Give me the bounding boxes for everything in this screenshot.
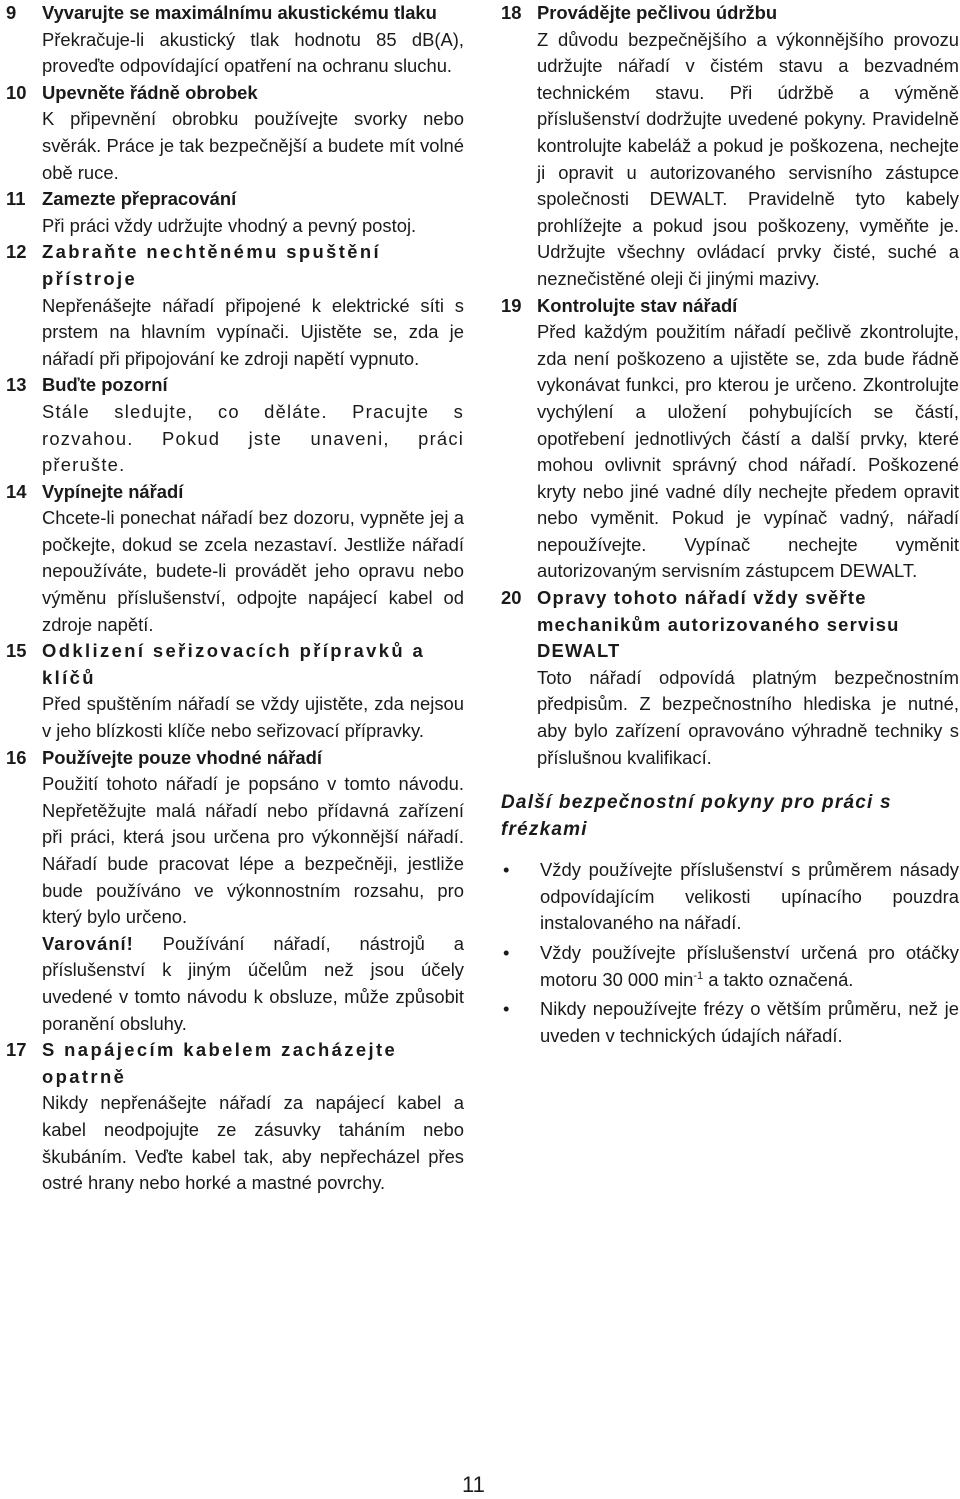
item-title: Buďte pozorní: [42, 374, 168, 396]
item-text: Nepřenášejte nářadí připojené k elektrické síti s prstem na hlavním vypínači. Ujistěte se, zda je nářadí při připojování ke zdroji napětí vypnuto.: [42, 294, 464, 369]
item-number: 20: [501, 587, 522, 609]
item-title: Používejte pouze vhodné nářadí: [42, 746, 322, 768]
item-title: Provádějte pečlivou údržbu: [537, 2, 778, 23]
item-title: Kontrolujte stav nářadí: [537, 294, 738, 316]
bullet-item: [501, 940, 959, 993]
list-item: [6, 638, 464, 744]
right-column: [501, 0, 959, 1052]
item-title: Upevněte řádně obrobek: [42, 81, 258, 103]
warning-label: Varování!: [42, 932, 134, 954]
page-number: 11: [462, 1472, 485, 1497]
item-title: Odklizení seřizovacích přípravků a klíčů: [42, 640, 426, 688]
list-item: [6, 745, 464, 1038]
left-column: [6, 0, 464, 1197]
bullet-icon: •: [503, 859, 510, 881]
item-number: 10: [6, 81, 27, 103]
item-number: 14: [6, 480, 27, 502]
list-item: [6, 1037, 464, 1197]
item-text: Použití tohoto nářadí je popsáno v tomto návodu. Nepřetěžujte malá nářadí nebo přídavná zařízení při práci, která jsou určena pro výkonnější nářadí. Nářadí bude pracovat lépe a bezpečněji, jestliže bude používáno ve výkonnostním rozsahu, pro který bylo určeno.: [42, 773, 464, 928]
list-item: [501, 293, 959, 586]
item-number: 15: [6, 640, 27, 662]
superscript: -1: [693, 969, 704, 982]
item-title: Zabraňte nechtěnému spuštění přístroje: [42, 241, 382, 289]
bullet-text: Vždy používejte příslušenství s průměrem násady odpovídajícím velikosti upínacího pouzdra instalovaného na nářadí.: [540, 859, 959, 934]
item-text: Stále sledujte, co děláte. Pracujte s rozvahou. Pokud jste unaveni, práci přerušte.: [42, 400, 464, 476]
item-number: 9: [6, 2, 17, 23]
item-text: Překračuje-li akustický tlak hodnotu 85 dB(A), proveďte odpovídající opatření na ochranu sluchu.: [42, 28, 464, 77]
item-number: 19: [501, 294, 522, 316]
bullet-icon: •: [503, 998, 510, 1020]
item-number: 11: [6, 188, 26, 210]
section-heading: Další bezpečnostní pokyny pro práci s frézkami: [501, 792, 892, 841]
bullet-text: Nikdy nepoužívejte frézy o větším průměru, než je uveden v technických údajích nářadí.: [540, 998, 959, 1046]
list-item: [6, 186, 464, 239]
item-text: K připevnění obrobku používejte svorky nebo svěrák. Práce je tak bezpečnější a budete mít volné obě ruce.: [42, 108, 464, 183]
bullet-list: [501, 857, 959, 1049]
item-text: Chcete-li ponechat nářadí bez dozoru, vypněte jej a počkejte, dokud se zcela nezastaví. Jestliže nářadí nepoužíváte, budete-li provádět jeho opravu nebo výměnu příslušenství, odpojte napájecí kabel od zdroje napětí.: [42, 507, 464, 635]
bullet-text-end: a takto označená.: [703, 968, 854, 990]
item-title: Vypínejte nářadí: [42, 480, 184, 502]
item-text: Při práci vždy udržujte vhodný a pevný postoj.: [42, 214, 417, 236]
item-text: Z důvodu bezpečnějšího a výkonnějšího provozu udržujte nářadí v čistém stavu a bezvadném technickém stavu. Při údržbě a výměně příslušenství dodržujte uvedené pokyny. Pravidelně kontrolujte kabeláž a pokud je poškozena, nechejte ji opravit u autorizovaného servisního zástupce společnosti DEWALT. Pravidelně tyto kabely prohlížejte a pokud jsou poškozeny, vyměňte je. Udržujte všechny ovládací prvky čisté, suché a neznečistěné oleji či jinými mazivy.: [537, 28, 959, 289]
item-text: Toto nářadí odpovídá platným bezpečnostním předpisům. Z bezpečnostního hlediska je nutné, aby bylo zařízení opravováno výhradně techniky s příslušnou kvalifikací.: [537, 666, 959, 768]
list-item: [6, 372, 464, 478]
item-title: Vyvarujte se maximálnímu akustickému tlaku: [42, 2, 437, 23]
item-text: Nikdy nepřenášejte nářadí za napájecí kabel a kabel neodpojujte ze zásuvky taháním nebo škubáním. Veďte kabel tak, aby nepřecházel přes ostré hrany nebo horké a mastné povrchy.: [42, 1092, 464, 1194]
bullet-text: Vždy používejte příslušenství určená pro otáčky motoru 30 000 min: [540, 942, 959, 990]
list-item: [501, 585, 959, 771]
warning-text: Používání nářadí, nástrojů a příslušenství k jiným účelům než jsou účely uvedené v tomto návodu k obsluze, může způsobit poranění obsluhy.: [42, 932, 464, 1034]
list-item: [6, 239, 464, 372]
list-item: [6, 80, 464, 186]
item-number: 18: [501, 2, 522, 23]
bullet-item: [501, 996, 959, 1049]
item-number: 17: [6, 1039, 27, 1061]
item-text: Před spuštěním nářadí se vždy ujistěte, zda nejsou v jeho blízkosti klíče nebo seřizovací přípravky.: [42, 693, 464, 742]
list-item: [501, 0, 959, 293]
list-item: [6, 0, 464, 80]
warning-paragraph: [42, 931, 464, 1037]
item-title: S napájecím kabelem zacházejte opatrně: [42, 1039, 398, 1087]
item-number: 16: [6, 746, 27, 768]
item-title: Zamezte přepracování: [42, 188, 237, 210]
item-text: Před každým použitím nářadí pečlivě zkontrolujte, zda není poškozeno a ujistěte se, zda bude řádně vykonávat funkci, pro kterou je určeno. Zkontrolujte vychýlení a uložení pohybujících se částí, opotřebení jednotlivých částí a další prvky, které mohou ovlivnit správný chod nářadí. Poškozené kryty nebo jiné vadné díly nechejte předem opravit nebo vyměnit. Pokud je vypínač vadný, nářadí nepoužívejte. Vypínač nechejte vyměnit autorizovaným servisním zástupcem DEWALT.: [537, 321, 959, 582]
bullet-item: [501, 857, 959, 937]
bullet-icon: •: [503, 942, 510, 963]
list-item: [6, 479, 464, 639]
item-title: Opravy tohoto nářadí vždy svěřte mechanikům autorizovaného servisu DEWALT: [537, 587, 900, 662]
item-number: 13: [6, 374, 27, 396]
item-number: 12: [6, 241, 27, 263]
